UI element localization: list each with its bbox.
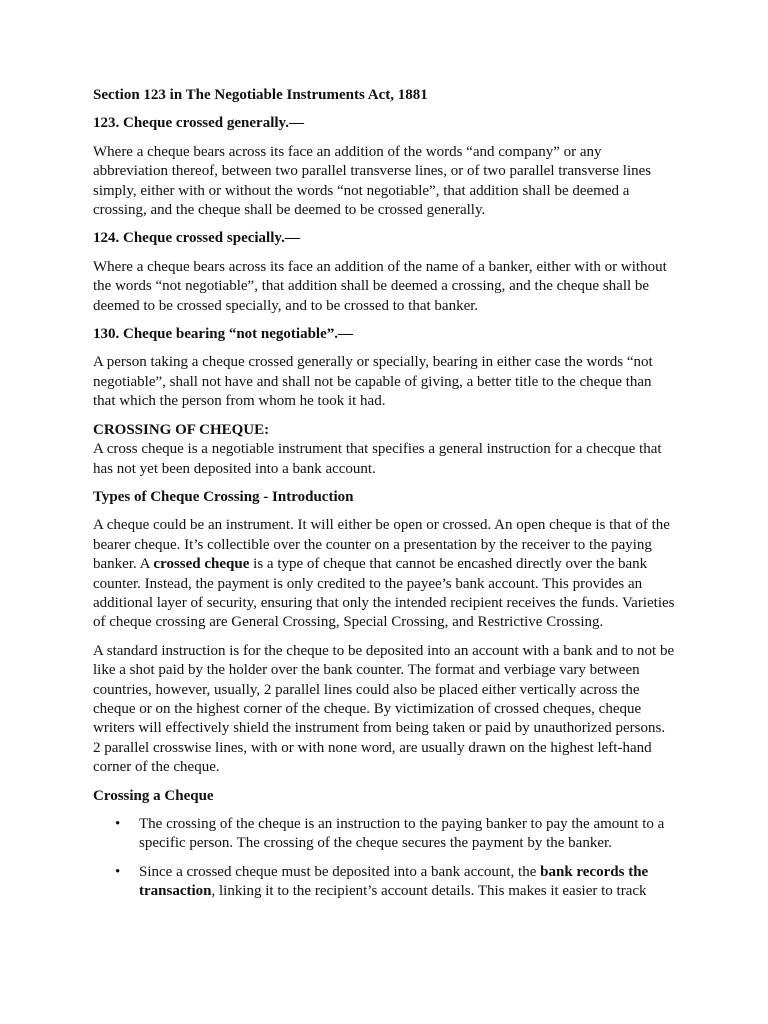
crossing-of-cheque-body: A cross cheque is a negotiable instrument that specifies a general instruction for a checque that has not yet been deposited into a bank account.	[93, 441, 662, 477]
list-item-text: The crossing of the cheque is an instruction to the paying banker to pay the amount to a specific person. The crossing of the cheque secures the payment by the banker.	[139, 816, 665, 852]
list-item	[93, 815, 675, 854]
document-page	[93, 86, 675, 902]
section-130-heading: 130. Cheque bearing “not negotiable”.—	[93, 326, 354, 343]
crossing-of-cheque-heading: CROSSING OF CHEQUE:	[93, 421, 270, 438]
list-item	[93, 863, 675, 902]
section-123-body: Where a cheque bears across its face an addition of the words “and company” or any abbreviation thereof, between two parallel transverse lines, or of two parallel transverse lines simply, either with or without the words “not negotiable”, that addition shall be deemed a crossing, and the cheque shall be deemed to be crossed generally.	[93, 143, 652, 219]
bank-records-term: bank records the transaction	[139, 863, 649, 900]
section-124-body: Where a cheque bears across its face an addition of the name of a banker, either with or without the words “not negotiable”, that addition shall be deemed a crossing, and the cheque shall be deemed to be crossed specially, and to be crossed to that banker.	[93, 258, 667, 314]
types-p1-text-a: A cheque could be an instrument. It will either be open or crossed. An open cheque is that of the bearer cheque. It’s collectible over the counter on a presentation by the receiver to the paying banker. A	[93, 517, 670, 573]
types-heading: Types of Cheque Crossing - Introduction	[93, 488, 354, 505]
types-p1-text-b: is a type of cheque that cannot be encashed directly over the bank counter. Instead, the payment is only credited to the payee’s bank account. This provides an additional layer of security, ensuring that only the intended recipient receives the funds. Varieties of cheque crossing are General Crossing, Special Crossing, and Restrictive Crossing.	[93, 556, 675, 631]
types-paragraph-1	[93, 516, 675, 632]
section-124-heading: 124. Cheque crossed specially.—	[93, 230, 300, 247]
crossed-cheque-term: crossed cheque	[153, 556, 250, 573]
crossing-a-cheque-list	[93, 815, 675, 902]
section-123-heading: 123. Cheque crossed generally.—	[93, 115, 304, 132]
list-item-text-b: , linking it to the recipient’s account details. This makes it easier to track	[211, 883, 647, 900]
types-paragraph-2: A standard instruction is for the cheque to be deposited into an account with a bank and to not be like a shot paid by the holder over the bank counter. The format and verbiage vary between countries, however, usually, 2 parallel lines could also be placed either vertically across the cheque or on the highest corner of the cheque. By victimization of crossed cheques, cheque writers will effectively shield the instrument from being taken or paid by unauthorized persons. 2 parallel crosswise lines, with or with none word, are usually drawn on the highest left-hand corner of the cheque.	[93, 642, 675, 776]
bullet-icon: •	[115, 816, 121, 832]
document-title: Section 123 in The Negotiable Instruments Act, 1881	[93, 87, 428, 103]
crossing-a-cheque-heading: Crossing a Cheque	[93, 787, 214, 804]
list-item-text-a: Since a crossed cheque must be deposited into a bank account, the	[139, 863, 541, 880]
bullet-icon: •	[115, 863, 121, 880]
section-130-body: A person taking a cheque crossed generally or specially, bearing in either case the words “not negotiable”, shall not have and shall not be capable of giving, a better title to the cheque than that which the person from whom he took it had.	[93, 354, 653, 410]
